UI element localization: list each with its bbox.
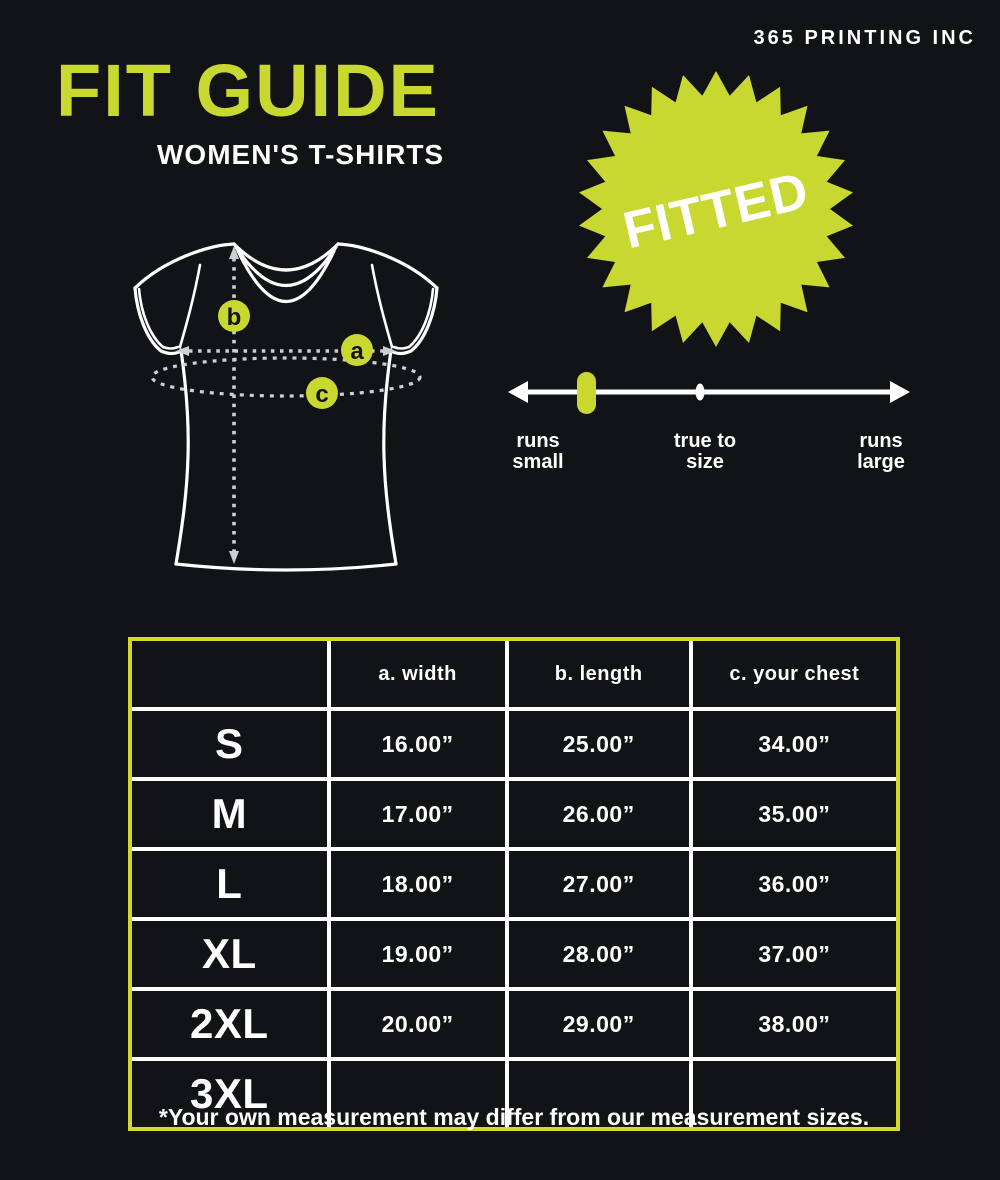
length-cell: 27.00” (509, 851, 693, 917)
badge-label: FITTED (618, 161, 815, 261)
size-table (128, 637, 900, 1131)
size-cell: M (132, 781, 331, 847)
scale-label-line: small (512, 451, 564, 473)
width-cell: 16.00” (331, 711, 509, 777)
table-header-width: a. width (331, 641, 509, 707)
size-cell: 2XL (132, 991, 331, 1057)
table-header-row (132, 641, 896, 711)
size-cell: 3XL (132, 1061, 331, 1127)
marker-b-letter: b (226, 304, 242, 331)
scale-label-runs-large (816, 431, 946, 473)
arrow-down-icon (229, 551, 239, 564)
length-cell: 26.00” (509, 781, 693, 847)
width-cell: 20.00” (331, 991, 509, 1057)
chest-cell: 36.00” (758, 870, 831, 897)
arrow-left-icon (508, 381, 528, 403)
fit-scale-marker (577, 372, 596, 414)
table-row (132, 991, 896, 1061)
scale-label-runs-small (473, 431, 603, 473)
chest-measure-ellipse-c (152, 358, 420, 396)
scale-label-line: runs (859, 430, 903, 452)
table-row (132, 781, 896, 851)
scale-label-true-to-size (640, 431, 770, 473)
marker-c-letter: c (315, 381, 329, 408)
width-cell: 19.00” (331, 921, 509, 987)
width-cell: 17.00” (331, 781, 509, 847)
marker-a (341, 334, 373, 366)
arrow-right-icon (890, 381, 910, 403)
length-cell: 28.00” (509, 921, 693, 987)
page-title: FIT GUIDE (56, 49, 440, 132)
table-header-blank (132, 641, 331, 707)
table-header-length: b. length (509, 641, 693, 707)
tshirt-diagram (120, 230, 460, 585)
scale-center-dot (696, 384, 705, 401)
marker-b (218, 300, 250, 332)
table-header-chest: c. your chest (729, 662, 860, 685)
size-cell: S (132, 711, 331, 777)
scale-label-line: large (857, 451, 905, 473)
marker-c (306, 377, 338, 409)
scale-label-line: true to (673, 430, 737, 452)
chest-cell: 38.00” (758, 1010, 831, 1037)
size-cell: XL (132, 921, 331, 987)
footnote: *Your own measurement may differ from our measurement sizes. (158, 1104, 870, 1130)
chest-cell: 37.00” (758, 940, 831, 967)
subtitle: WOMEN'S T-SHIRTS (157, 139, 445, 170)
marker-a-letter: a (350, 338, 364, 365)
table-row (132, 921, 896, 991)
chest-cell: 35.00” (758, 800, 831, 827)
length-cell: 29.00” (509, 991, 693, 1057)
scale-label-line: runs (516, 430, 560, 452)
table-row (132, 711, 896, 781)
fit-scale (498, 360, 922, 430)
chest-cell: 34.00” (758, 730, 831, 757)
fitted-badge (570, 60, 866, 360)
length-cell: 25.00” (509, 711, 693, 777)
scale-label-line: size (686, 451, 724, 473)
tshirt-outline-icon (135, 244, 437, 570)
width-cell: 18.00” (331, 851, 509, 917)
length-measure-line-b (229, 246, 239, 564)
table-row (132, 851, 896, 921)
brand-text: 365 PRINTING INC (753, 27, 976, 49)
size-cell: L (132, 851, 331, 917)
